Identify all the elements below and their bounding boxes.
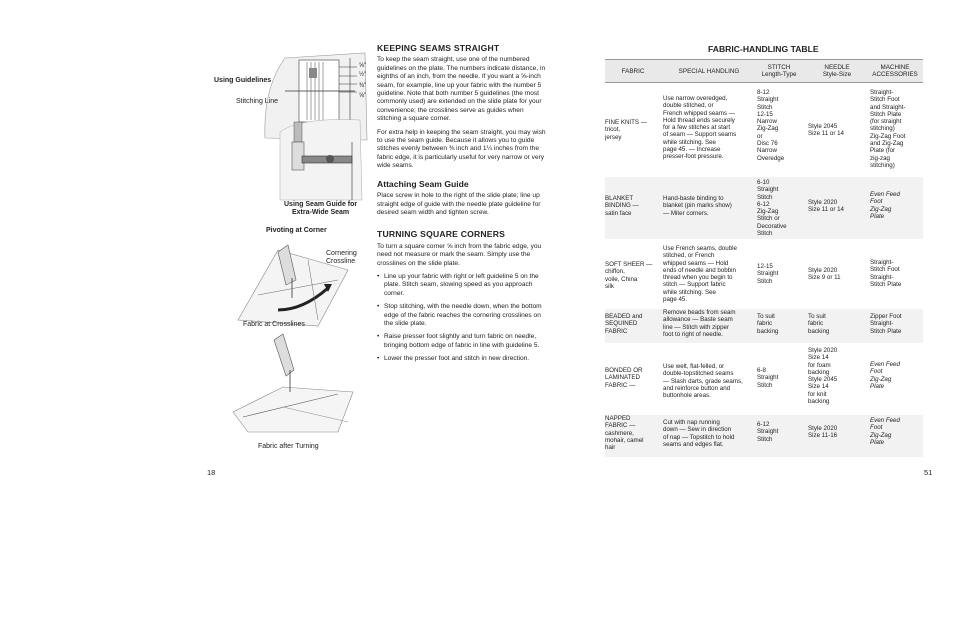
- cell-needle: Style 2020 Size 9 or 11: [808, 267, 841, 282]
- table-row: [605, 347, 923, 413]
- caption-using-seam-guide: Using Seam Guide for Extra-Wide Seam: [284, 201, 358, 216]
- caption-pivoting: Pivoting at Corner: [266, 227, 327, 234]
- cell-needle: Style 2020 Size 11 or 14: [808, 199, 845, 214]
- caption-fabric-after-turning: Fabric after Turning: [258, 443, 319, 450]
- column-header: STITCH Length-Type: [761, 64, 797, 78]
- cell-handling: Cut with nap running down — Sew in direction of nap — Topstitch to hold seams and edges flat.: [663, 419, 735, 448]
- cell-accessories: Straight- Stitch Foot Straight- Stitch Plate: [870, 259, 902, 288]
- cell-accessories: Zipper Foot Straight- Stitch Plate: [870, 313, 902, 335]
- cell-fabric: NAPPED FABRIC — cashmere, mohair, camel hair: [605, 415, 644, 452]
- table-row: [605, 89, 923, 177]
- page-number: 51: [924, 468, 933, 477]
- heading-turning-square-corners: TURNING SQUARE CORNERS: [377, 229, 506, 240]
- caption-fabric-at-crosslines: Fabric at Crosslines: [243, 321, 305, 328]
- list-item: • Stop stitching, with the needle down, when the bottom edge of the fabric reaches the cornering crosslines on the slide plate.: [384, 303, 547, 328]
- illustration-seam-guide: [270, 112, 370, 202]
- cell-stitch: To suit fabric backing: [757, 313, 779, 335]
- heading-keeping-seams-straight: KEEPING SEAMS STRAIGHT: [377, 43, 500, 53]
- cell-needle: To suit fabric backing: [808, 313, 830, 335]
- cell-fabric: SOFT SHEER — chiffon, voile, China silk: [605, 261, 653, 290]
- cell-accessories: Even Feed Foot Zig-Zag Plate: [870, 191, 900, 220]
- fraction-label: ⅜": [359, 83, 367, 89]
- paragraph: To keep the seam straight, use one of the numbered guidelines on the plate. The numbers indicate distance, in eighths of an inch, from the needle. If you want a ⅝-inch seam, for example, line up your fabric with the number 5 guideline. Note that both number 5 guidelines (the most commonly used) are extended on the slide plate for your convenience; the crosslines serve as guides when stitching a square corner.: [377, 56, 546, 123]
- cell-accessories: Straight- Stitch Foot and Straight- Stitch Plate (for straight stitching) Zig-Zag Foot and Zig-Zag Plate (for zig-zag stitching): [870, 89, 906, 169]
- cell-fabric: BEADED and SEQUINED FABRIC: [605, 313, 643, 335]
- caption-cornering-crossline: Cornering Crossline: [326, 250, 357, 265]
- cell-handling: Remove beads from seam allowance — Baste seam line — Stitch with zipper foot to right of needle.: [663, 309, 736, 338]
- list-item: • Raise presser foot slightly and turn fabric on needle, bringing bottom edge of fabric in line with guideline 5.: [384, 333, 547, 350]
- cell-needle: Style 2045 Size 11 or 14: [808, 123, 845, 138]
- cell-handling: Use narrow overedged, double stitched, or French whipped seams — Hold thread ends securely for a few stitches at start of seam — Support seams while stitching. See page 45. — Increase presser-foot pressure.: [663, 95, 737, 161]
- table-row: [605, 309, 923, 343]
- fraction-label: ½": [359, 72, 367, 78]
- cell-fabric: BLANKET BINDING — satin face: [605, 195, 639, 217]
- column-header: NEEDLE Style-Size: [822, 64, 852, 78]
- illustration-after-turning: [228, 332, 358, 437]
- cell-needle: Style 2020 Size 14 for foam backing Style 2045 Size 14 for knit backing: [808, 347, 838, 406]
- column-header: MACHINE ACCESSORIES: [872, 64, 918, 78]
- page-number: 18: [207, 468, 216, 477]
- cell-accessories: Even Feed Foot Zig-Zag Plate: [870, 417, 900, 446]
- cell-handling: Use welt, flat-felled, or double-topstitched seams — Slash darts, grade seams, and reinforce button and buttonhole areas.: [663, 363, 743, 400]
- fraction-label: ⅝": [359, 93, 367, 99]
- table-row: [605, 243, 923, 307]
- column-header: FABRIC: [621, 68, 645, 75]
- cell-stitch: 6-10 Straight Stitch 6-12 Zig-Zag Stitch or Decorative Stitch: [757, 179, 787, 238]
- cell-stitch: 12-15 Straight Stitch: [757, 263, 779, 285]
- fabric-handling-table: [605, 57, 923, 457]
- table-row: [605, 415, 923, 457]
- cell-handling: Hand-baste binding to blanket (pin marks show) — Miter corners.: [663, 195, 732, 217]
- list-item: • Lower the presser foot and stitch in new direction.: [384, 355, 547, 363]
- cell-stitch: 6-12 Straight Stitch: [757, 421, 779, 443]
- cell-stitch: 8-12 Straight Stitch 12-15 Narrow Zig-Zag or Disc 76 Narrow Overedge: [757, 89, 785, 162]
- table-header: [605, 59, 923, 83]
- table-title: FABRIC-HANDLING TABLE: [708, 44, 819, 54]
- paragraph: For extra help in keeping the seam straight, you may wish to use the seam guide. Because it allows you to guide stitches evenly between ⅜ inch and 1¼ inches from the fabric edge, it is particularly useful for very narrow or very wide seams.: [377, 128, 546, 170]
- column-header: SPECIAL HANDLING: [678, 68, 740, 75]
- list-item: • Line up your fabric with right or left guideline 5 on the plate. Stitch seam, slowing speed as you approach corner.: [384, 273, 547, 298]
- cell-needle: Style 2020 Size 11-16: [808, 425, 838, 440]
- cell-accessories: Even Feed Foot Zig-Zag Plate: [870, 361, 900, 390]
- cell-fabric: BONDED OR LAMINATED FABRIC —: [605, 367, 643, 389]
- caption-using-guidelines: Using Guidelines: [214, 77, 272, 84]
- cell-fabric: FINE KNITS — tricot, jersey: [605, 119, 647, 141]
- caption-stitching-line: Stitching Line: [236, 98, 279, 105]
- table-row: [605, 177, 923, 239]
- cell-stitch: 6-8 Straight Stitch: [757, 367, 779, 389]
- paragraph: To turn a square corner ⅝ inch from the fabric edge, you need not measure or mark the seam. Simply use the crosslines on the slide plate.: [377, 242, 542, 267]
- fraction-label: ⅝": [359, 63, 367, 69]
- paragraph: Place screw in hole to the right of the slide plate; line up straight edge of guide with the needle plate guideline for desired seam width and tighten screw.: [377, 192, 541, 216]
- cell-handling: Use French seams, double stitched, or French whipped seams — Hold ends of needle and bobbin thread when you begin to stitch — Support fabric while stitching. See page 45.: [663, 245, 737, 304]
- heading-attaching-seam-guide: Attaching Seam Guide: [377, 178, 469, 189]
